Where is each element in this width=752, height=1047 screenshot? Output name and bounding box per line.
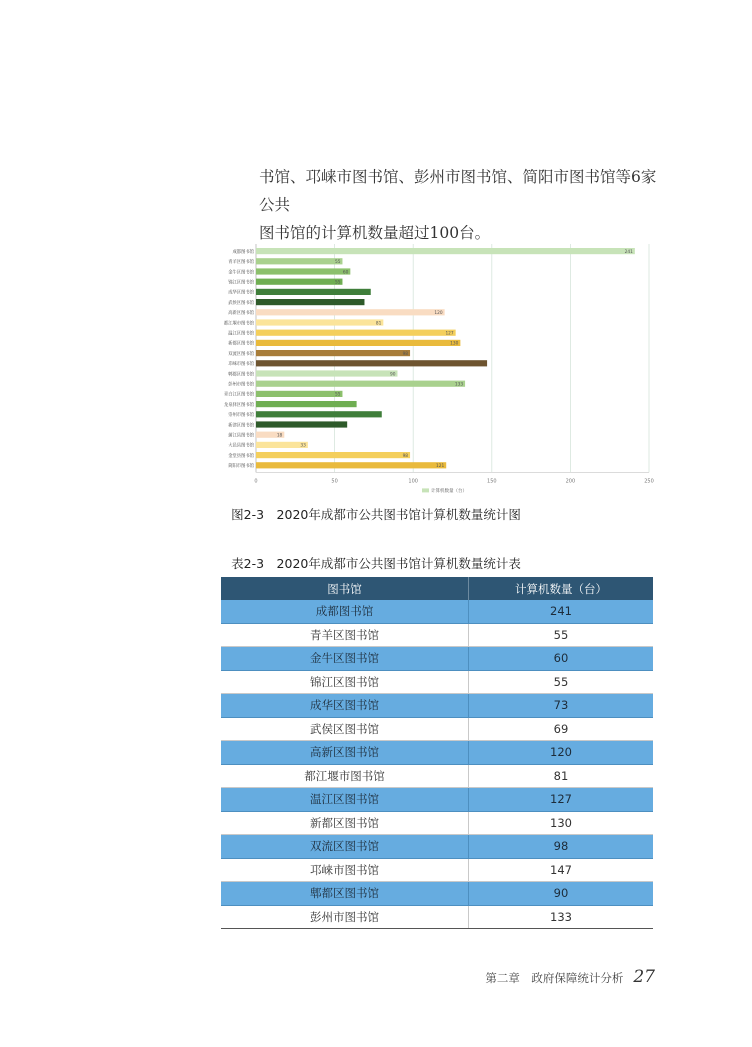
data-label: 133	[454, 382, 464, 388]
bar	[256, 452, 410, 458]
category-label: 锦江区图书馆	[228, 280, 254, 286]
x-tick-label: 150	[487, 478, 497, 485]
bar	[256, 279, 342, 285]
bar	[256, 391, 342, 397]
cell-library-name: 青羊区图书馆	[221, 623, 469, 647]
table-row	[221, 882, 653, 906]
cell-library-name: 郫都区图书馆	[221, 882, 469, 906]
table-row	[221, 741, 653, 765]
table-caption: 表2-3 2020年成都市公共图书馆计算机数量统计表	[231, 556, 521, 571]
data-label: 55	[334, 392, 341, 398]
data-label: 33	[300, 443, 306, 449]
body-paragraph	[259, 163, 659, 247]
cell-library-name: 高新区图书馆	[221, 741, 469, 765]
category-label: 邛崃市图书馆	[228, 362, 254, 368]
category-label: 武侯区图书馆	[228, 300, 254, 306]
cell-computer-count: 147	[469, 858, 654, 882]
category-label: 龙泉驿区图书馆	[223, 402, 254, 408]
cell-computer-count: 69	[469, 717, 654, 741]
header-library: 图书馆	[221, 577, 469, 600]
legend-label: 计算机数量（台）	[431, 489, 467, 495]
bar	[256, 289, 371, 295]
bar	[256, 421, 347, 427]
table-row	[221, 694, 653, 718]
category-label: 金堂县图书馆	[228, 453, 254, 459]
cell-computer-count: 133	[469, 905, 654, 929]
category-label: 大邑县图书馆	[228, 443, 254, 449]
table-row	[221, 858, 653, 882]
category-label: 新都区图书馆	[228, 341, 254, 347]
data-label: 55	[334, 280, 341, 286]
cell-library-name: 武侯区图书馆	[221, 717, 469, 741]
bar	[256, 370, 397, 376]
cell-computer-count: 73	[469, 694, 654, 718]
computer-count-chart	[220, 240, 660, 500]
category-label: 成都图书馆	[232, 249, 254, 255]
x-tick-label: 50	[331, 478, 338, 485]
table-row	[221, 670, 653, 694]
legend-swatch	[422, 488, 429, 492]
data-label: 98	[402, 453, 409, 459]
data-label: 98	[402, 351, 409, 357]
data-label: 241	[624, 249, 633, 255]
header-computer-count: 计算机数量（台）	[469, 577, 654, 600]
table-row	[221, 811, 653, 835]
bar	[256, 330, 456, 336]
table-row	[221, 600, 653, 623]
chapter-title: 第二章 政府保障统计分析	[485, 971, 624, 985]
stats-table-grid	[221, 577, 653, 929]
category-label: 金牛区图书馆	[228, 270, 254, 276]
data-label: 90	[390, 372, 396, 378]
bar	[256, 360, 487, 366]
data-label: 121	[436, 464, 445, 470]
x-tick-label: 0	[254, 478, 258, 485]
bar	[256, 258, 342, 264]
table-body	[221, 600, 653, 929]
x-tick-label: 100	[408, 478, 418, 485]
cell-computer-count: 55	[469, 670, 654, 694]
bar	[256, 381, 465, 387]
table-row	[221, 905, 653, 929]
body-line-2: 图书馆的计算机数量超过100台。	[259, 224, 491, 242]
page-footer	[485, 967, 655, 987]
data-label: 81	[375, 321, 382, 327]
data-label: 55	[334, 260, 341, 266]
bar	[256, 350, 410, 356]
category-label: 成华区图书馆	[228, 290, 254, 296]
bar	[256, 340, 460, 346]
cell-computer-count: 130	[469, 811, 654, 835]
cell-computer-count: 90	[469, 882, 654, 906]
bar	[256, 401, 357, 407]
x-tick-label: 250	[644, 478, 654, 485]
cell-computer-count: 241	[469, 600, 654, 623]
data-label: 60	[342, 270, 349, 276]
category-label: 青白江区图书馆	[223, 392, 254, 398]
category-label: 蒲江县图书馆	[228, 433, 254, 439]
page-number: 27	[633, 967, 655, 987]
cell-library-name: 成都图书馆	[221, 600, 469, 623]
table-header-row	[221, 577, 653, 600]
data-label: 130	[450, 341, 459, 347]
cell-computer-count: 60	[469, 647, 654, 671]
category-label: 高新区图书馆	[228, 311, 254, 317]
table-row	[221, 764, 653, 788]
cell-library-name: 金牛区图书馆	[221, 647, 469, 671]
bar	[256, 319, 383, 325]
cell-computer-count: 127	[469, 788, 654, 812]
category-label: 简阳市图书馆	[228, 464, 254, 470]
bar	[256, 309, 445, 315]
bar	[256, 299, 364, 305]
table-row	[221, 717, 653, 741]
bar	[256, 268, 350, 274]
data-label: 18	[276, 433, 283, 439]
category-label: 温江区图书馆	[228, 331, 254, 337]
category-label: 双流区图书馆	[228, 351, 254, 357]
cell-computer-count: 55	[469, 623, 654, 647]
category-label: 青羊区图书馆	[228, 260, 254, 266]
cell-computer-count: 98	[469, 835, 654, 859]
bar	[256, 411, 382, 417]
data-label: 127	[445, 331, 454, 337]
cell-library-name: 成华区图书馆	[221, 694, 469, 718]
cell-computer-count: 120	[469, 741, 654, 765]
stats-table	[221, 577, 653, 929]
figure-caption: 图2-3 2020年成都市公共图书馆计算机数量统计图	[231, 507, 521, 522]
cell-library-name: 双流区图书馆	[221, 835, 469, 859]
cell-library-name: 彭州市图书馆	[221, 905, 469, 929]
cell-library-name: 都江堰市图书馆	[221, 764, 469, 788]
category-label: 新津区图书馆	[228, 423, 254, 429]
x-tick-label: 200	[565, 478, 576, 485]
cell-library-name: 锦江区图书馆	[221, 670, 469, 694]
chart-svg	[220, 240, 660, 500]
table-row	[221, 788, 653, 812]
cell-library-name: 邛崃市图书馆	[221, 858, 469, 882]
bar	[256, 248, 635, 254]
cell-library-name: 新都区图书馆	[221, 811, 469, 835]
category-label: 都江堰市图书馆	[223, 321, 254, 327]
bar	[256, 462, 446, 468]
table-row	[221, 647, 653, 671]
category-label: 崇州市图书馆	[228, 413, 254, 419]
data-label: 120	[434, 311, 443, 317]
category-label: 彭州市图书馆	[228, 382, 254, 388]
cell-library-name: 温江区图书馆	[221, 788, 469, 812]
table-row	[221, 623, 653, 647]
cell-computer-count: 81	[469, 764, 654, 788]
category-label: 郫都区图书馆	[228, 372, 254, 378]
table-row	[221, 835, 653, 859]
body-line-1: 书馆、邛崃市图书馆、彭州市图书馆、简阳市图书馆等6家公共	[259, 168, 657, 214]
